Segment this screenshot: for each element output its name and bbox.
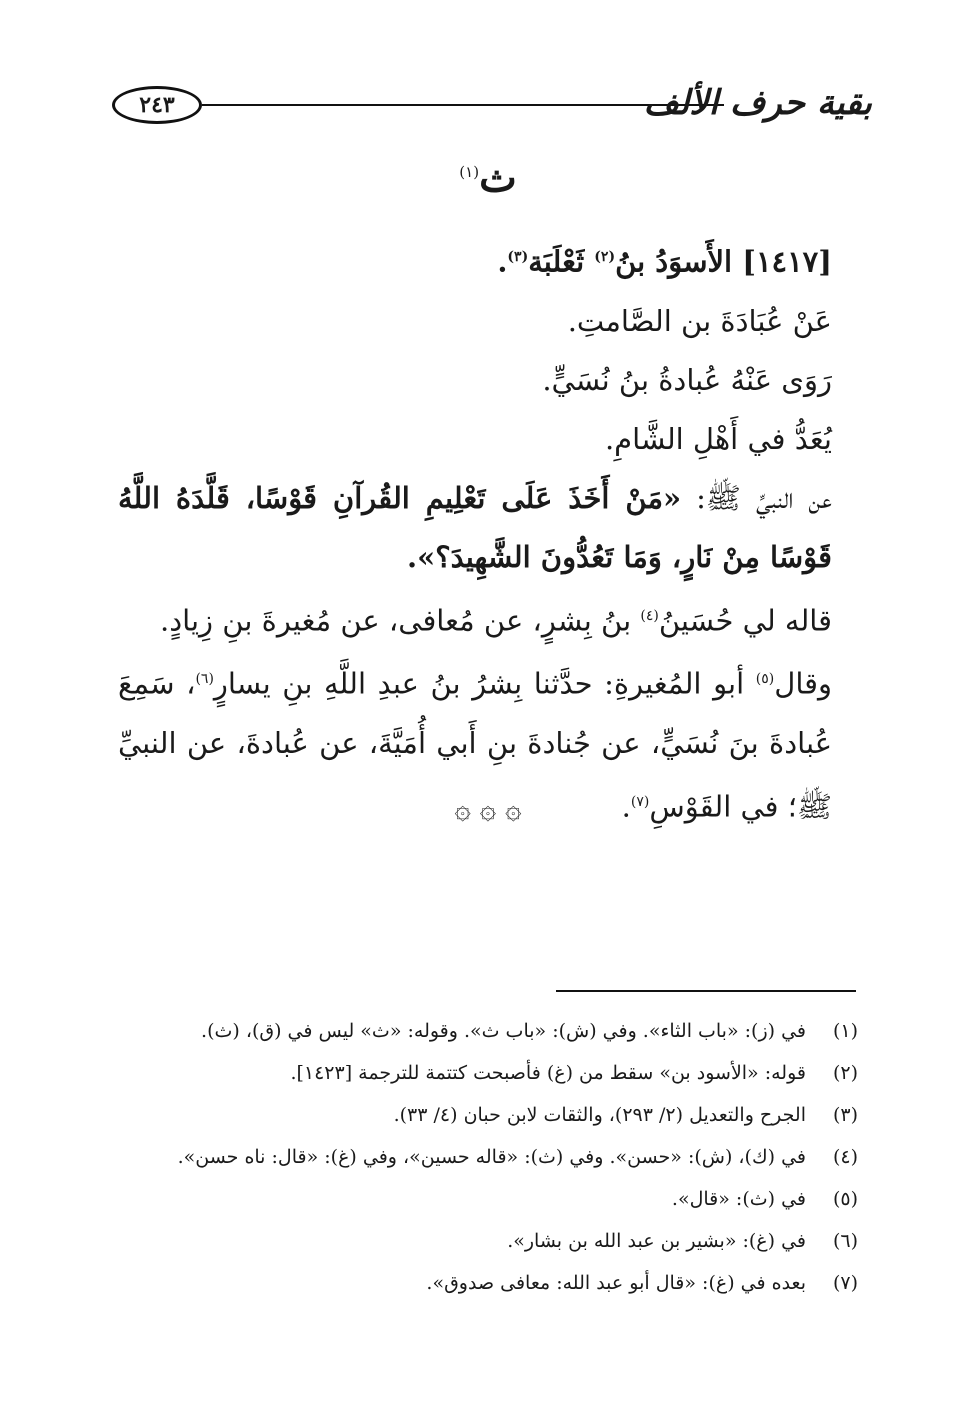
footnote-number: (٧) [832,1272,858,1294]
isnad-paragraph [118,587,832,651]
footnote-item [158,1052,858,1094]
isnad-text: ، سَمِعَ عُبادةَ بنَ نُسَيٍّ، عن جُنادةَ بنِ أَبي أُمَيَّةَ، عن عُبادةَ، عن النبيِّ ﷺ؛ في القَوْسِ [118,666,832,824]
footnote-item [158,1094,858,1136]
footnotes [158,1010,858,1304]
footnote-item [158,1136,858,1178]
isnad-text: وقال [774,666,833,701]
footnote-text: في (ث): «قال». [671,1188,806,1210]
section-letter: ث [479,154,517,202]
footnote-ref: (٥) [755,671,775,688]
isnad-text: قاله لي حُسَينُ [658,603,832,638]
footnote-text: قوله: «الأسود بن» سقط من (غ) فأصبحت كتتمة للترجمة [١٤٢٣]. [290,1062,806,1084]
section-heading [0,142,976,208]
hadith-paragraph [118,469,832,587]
footnote-number: (٢) [832,1062,858,1084]
entry-end: . [497,244,508,279]
footnote-text: في (ك)، (ش): «حسن». وفي (ث): «قاله حسين»، وفي (غ): «قال: ناه حسن». [177,1146,806,1168]
footnote-text: الجرح والتعديل (٢/ ٢٩٣)، والثقات لابن حبان (٤/ ٣٣). [393,1104,806,1126]
hadith-intro: عن النبيِّ ﷺ: [696,480,832,515]
footnote-text: بعده في (غ): «قال أبو عبد الله: معافى صدوق». [426,1272,806,1294]
footnote-separator [556,990,856,992]
text-line: رَوَى عَنْهُ عُبادةُ بنُ نُسَيٍّ. [542,362,832,397]
entry-name-part2: ثَعْلَبَة [528,244,585,279]
footnote-number: (٤) [832,1146,858,1168]
footnote-text: في (غ): «بشير بن عبد الله بن بشار». [507,1230,806,1252]
footnote-ref: (٧) [630,793,650,810]
footnote-item [158,1262,858,1304]
footnote-text: في (ز): «باب الثاء». وفي (ش): «باب ث». وقوله: «ث» ليس في (ق)، (ث). [201,1020,806,1042]
footnote-item [158,1220,858,1262]
isnad-text: أبو المُغيرةِ: حدَّثنا بِشرُ بنُ عبدِ اللَّهِ بنِ يسارٍ [213,666,745,701]
footnote-number: (٦) [832,1230,858,1252]
footnote-number: (٣) [832,1104,858,1126]
hadith-text: «مَنْ أَخَذَ عَلَى تَعْلِيمِ القُرآنِ قَوْسًا، قَلَّدَهُ اللَّهُ قَوْسًا مِنْ نَارٍ، وَمَا تَعُدُّونَ الشَّهِيدَ؟». [118,480,832,574]
footnote-ref: (١) [459,163,480,181]
entry-number: [١٤١٧] [742,244,832,279]
text-line: عَنْ عُبَادَةَ بن الصَّامتِ. [567,303,832,338]
footnote-ref: (٦) [195,671,214,688]
footnote-ref: (٤) [640,607,659,624]
footnote-item [158,1010,858,1052]
page-header [112,78,872,138]
footnote-ref: (٢) [594,249,616,265]
footnote-item [158,1178,858,1220]
isnad-end: . [621,789,631,824]
footnote-number: (١) [832,1020,858,1042]
entry-title [118,228,832,292]
entry-name-part1: الأَسوَدُ بنُ [615,244,733,279]
ornament-divider: ۞ ۞ ۞ [454,792,522,825]
page-number-badge: ٢٤٣ [112,86,202,124]
text-line: يُعَدُّ في أَهْلِ الشَّامِ. [604,421,832,456]
entry-body [118,228,832,837]
footnote-ref: (٣) [507,249,529,265]
footnote-number: (٥) [832,1188,858,1210]
running-title: بقية حرف الألف [643,83,872,123]
isnad-text: بنُ بِشرٍ، عن مُعافى، عن مُغيرةَ بنِ زِيادٍ. [160,603,632,638]
